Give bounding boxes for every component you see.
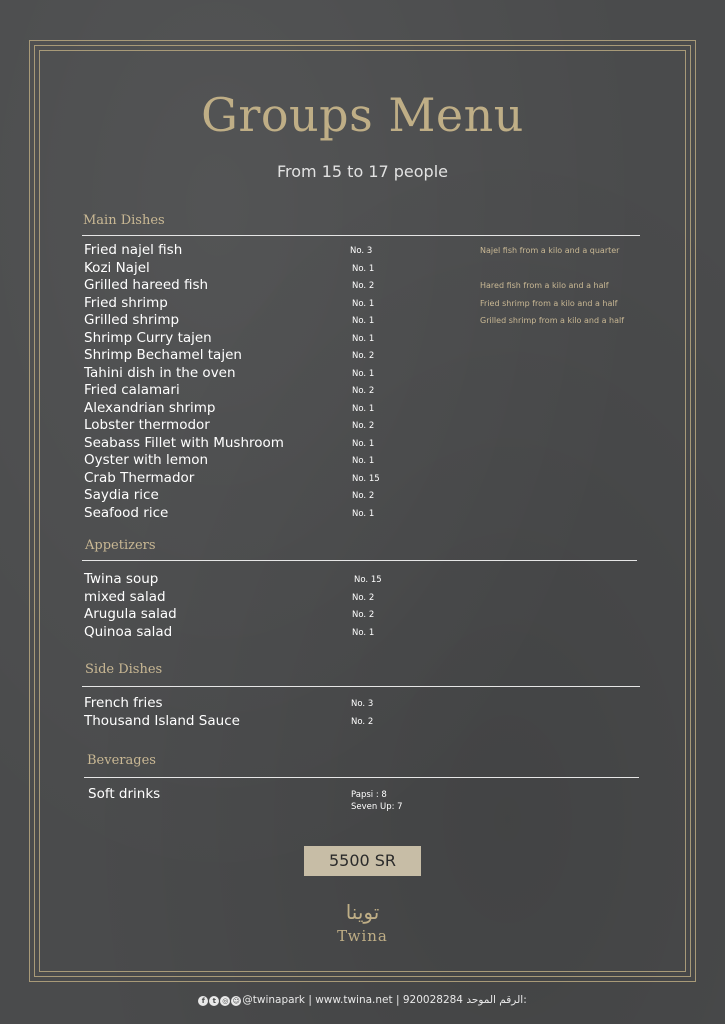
section-divider — [82, 560, 637, 561]
footer — [0, 994, 725, 1006]
menu-item-name: Tahini dish in the oven — [84, 364, 236, 381]
menu-item-name: Kozi Najel — [84, 259, 150, 276]
menu-item-quantity: No. 3 — [350, 246, 373, 256]
menu-item-name: Soft drinks — [88, 786, 161, 802]
section-divider — [82, 686, 640, 687]
menu-item-name: Grilled shrimp — [84, 312, 180, 328]
menu-item-note: Najel fish from a kilo and a quarter — [480, 246, 620, 255]
section-title-beverages: Beverages — [87, 753, 156, 768]
menu-item-quantity: No. 1 — [352, 508, 375, 519]
menu-item-quantity: No. 2 — [352, 592, 375, 603]
menu-item-note: Fried shrimp from a kilo and a half — [480, 298, 618, 308]
section-title-side-dishes: Side Dishes — [85, 662, 163, 677]
menu-item-name: Grilled hareed fish — [84, 277, 209, 293]
menu-item-quantity: No. 1 — [352, 438, 375, 449]
section-title-appetizers: Appetizers — [85, 538, 156, 553]
menu-item-quantity: No. 1 — [352, 263, 375, 274]
menu-item-name: Arugula salad — [84, 606, 177, 622]
menu-item-note: Grilled shrimp from a kilo and a half — [480, 316, 625, 325]
unified-number-label: الرقم الموحد: — [466, 994, 527, 1006]
footer-separator: | — [308, 994, 312, 1006]
price-badge: 5500 SR — [304, 846, 421, 876]
menu-title: Groups Menu — [201, 88, 524, 142]
menu-item-name: Quinoa salad — [84, 623, 173, 640]
menu-item-quantity: No. 15 — [352, 473, 380, 484]
menu-item-name: Fried najel fish — [84, 242, 183, 258]
menu-subtitle: From 15 to 17 people — [277, 162, 448, 181]
menu-item-quantity: No. 2 — [352, 421, 375, 431]
menu-item-name: Lobster thermodor — [84, 417, 210, 433]
logo-arabic: توينا — [345, 900, 380, 924]
menu-item-quantity: No. 15 — [354, 575, 382, 585]
menu-item-name: Saydia rice — [84, 487, 159, 503]
menu-item-name: Crab Thermador — [84, 469, 195, 486]
menu-item-quantity: No. 1 — [352, 456, 375, 466]
menu-item-name: Seafood rice — [84, 504, 169, 521]
menu-item-name: Oyster with lemon — [84, 452, 209, 468]
snapchat-icon[interactable]: ☺ — [232, 997, 240, 1005]
logo-english: Twina — [337, 927, 388, 945]
social-icons — [198, 994, 242, 1006]
twitter-icon[interactable]: t — [209, 996, 219, 1006]
menu-item-quantity: No. 1 — [352, 627, 375, 638]
section-divider — [84, 777, 639, 778]
menu-item-name: Shrimp Curry tajen — [84, 329, 212, 346]
social-handle[interactable]: @twinapark — [242, 994, 305, 1006]
menu-item-name: Fried shrimp — [84, 294, 168, 311]
menu-item-name: Seabass Fillet with Mushroom — [84, 434, 284, 451]
menu-item-name: Fried calamari — [84, 382, 180, 398]
instagram-icon[interactable]: ◎ — [222, 997, 229, 1005]
menu-item-quantity: No. 2 — [352, 281, 375, 291]
menu-item-quantity: No. 2 — [352, 386, 375, 396]
menu-item-quantity: No. 1 — [352, 368, 375, 379]
menu-item-note: Hared fish from a kilo and a half — [480, 281, 609, 290]
footer-separator: | — [395, 994, 400, 1006]
menu-item-quantity: No. 1 — [352, 403, 375, 414]
website-link[interactable]: www.twina.net — [315, 994, 393, 1006]
menu-item-name: French fries — [84, 695, 163, 711]
menu-item-quantity: No. 1 — [352, 298, 375, 309]
menu-item-name: Alexandrian shrimp — [84, 399, 216, 416]
menu-item-quantity: No. 1 — [352, 333, 375, 344]
menu-item-quantity: No. 2 — [352, 491, 375, 501]
facebook-icon[interactable]: f — [198, 996, 208, 1006]
phone-number[interactable]: 920028284 — [402, 994, 463, 1006]
section-divider — [82, 235, 640, 236]
menu-item-quantity: No. 2 — [352, 610, 375, 620]
menu-item-quantity: No. 1 — [352, 316, 375, 326]
beverage-qty-line: Seven Up: 7 — [351, 802, 403, 812]
menu-item-name: Twina soup — [84, 571, 159, 587]
menu-item-name: Thousand Island Sauce — [84, 712, 240, 729]
menu-item-quantity: No. 3 — [351, 699, 374, 709]
menu-item-name: mixed salad — [84, 588, 166, 605]
menu-item-name: Shrimp Bechamel tajen — [84, 347, 242, 363]
menu-item-quantity: No. 2 — [352, 351, 375, 361]
section-title-main-dishes: Main Dishes — [83, 213, 165, 228]
menu-item-quantity: No. 2 — [351, 716, 374, 727]
beverage-qty-line: Papsi : 8 — [351, 790, 387, 800]
